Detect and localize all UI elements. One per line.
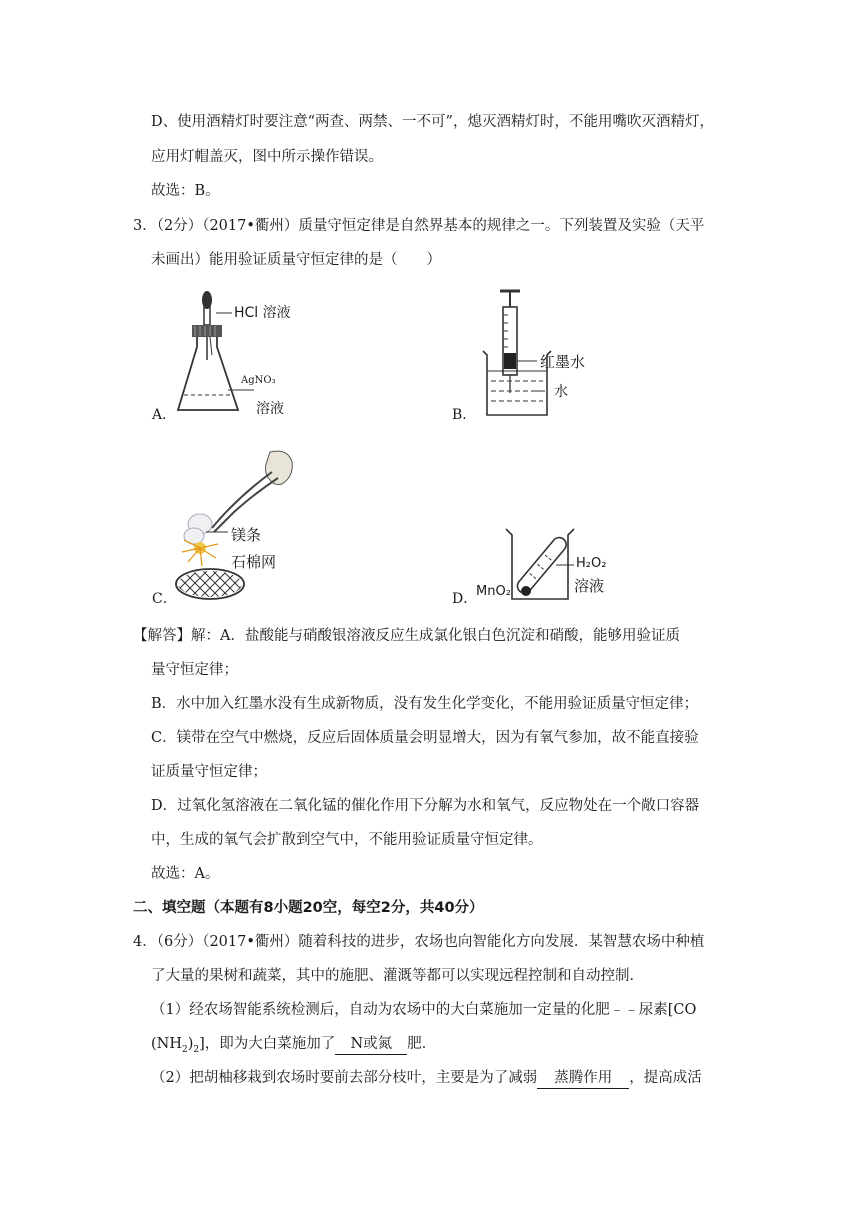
q3-a-hcl-label: HCl 溶液: [234, 305, 291, 321]
q3-analysis-d-line2: 中，生成的氧气会扩散到空气中，不能用验证质量守恒定律。: [151, 832, 543, 848]
q3-b-ink-label: 红墨水: [540, 353, 586, 371]
q3-a-solution-label: 溶液: [256, 401, 284, 417]
q3-option-c-letter: C．: [152, 591, 177, 607]
q3-c-mg-label: 镁条: [231, 526, 262, 544]
q2-answer: 故选：B。: [151, 183, 220, 199]
q3-analysis-d-line1: D．过氧化氢溶液在二氧化锰的催化作用下分解为水和氧气，反应物处在一个敞口容器: [151, 798, 700, 814]
q3-b-water-label: 水: [554, 384, 568, 400]
q3-a-agno3-label: AgNO₃: [241, 375, 276, 386]
q4-part1-text: ]，即为大白菜施加了: [199, 1036, 336, 1052]
q3-d-h2o2-label: H₂O₂: [576, 556, 607, 571]
q4-part2-text: （2）把胡柚移栽到农场时要前去部分枝叶，主要是为了减弱: [151, 1070, 538, 1086]
section-2-title: 二、填空题（本题有8小题20空，每空2分，共40分）: [133, 900, 484, 916]
q4-stem-line2: 了大量的果树和蔬菜，其中的施肥、灌溉等都可以实现远程控制和自动控制．: [151, 968, 644, 984]
q3-analysis-a-line1: 【解答】解：A．盐酸能与硝酸银溶液反应生成氯化银白色沉淀和硝酸，能够用验证质: [133, 628, 680, 644]
q4-stem-line1: 4．（6分）（2017•衢州）随着科技的进步，农场也向智能化方向发展．某智慧农场中种植: [133, 934, 705, 950]
q3-stem-line2: 未画出）能用验证质量守恒定律的是（ ）: [151, 252, 441, 268]
q3-analysis-b: B．水中加入红墨水没有生成新物质，没有发生化学变化，不能用验证质量守恒定律；: [151, 696, 699, 712]
q4-part2-end: ，提高成活: [629, 1070, 702, 1086]
q4-formula-sub-2a: 2: [182, 1044, 188, 1055]
q4-answer-blank-1: N或氮: [335, 1034, 407, 1055]
q3-answer: 故选：A。: [151, 866, 220, 882]
q4-part2-line1: [151, 1068, 702, 1089]
q3-d-solution-label: 溶液: [574, 577, 605, 595]
q3-option-b-letter: B．: [452, 407, 477, 423]
q4-answer-blank-2: 蒸腾作用: [537, 1068, 629, 1089]
q3-stem-line1: 3．（2分）（2017•衢州）质量守恒定律是自然界基本的规律之一。下列装置及实验（天平: [133, 218, 705, 234]
q3-option-a-letter: A．: [152, 407, 177, 423]
q2-option-d-line1: D、使用酒精灯时要注意“两查、两禁、一不可”，熄灭酒精灯时，不能用嘴吹灭酒精灯，: [151, 114, 714, 130]
q3-c-gauze-label: 石棉网: [231, 553, 277, 571]
q3-option-d-letter: D．: [452, 591, 478, 607]
q3-analysis-c-line1: C．镁带在空气中燃烧，反应后固体质量会明显增大，因为有氧气参加，故不能直接验: [151, 730, 699, 746]
q3-d-mno2-label: MnO₂: [476, 584, 511, 599]
q2-option-d-line2: 应用灯帽盖灭，图中所示操作错误。: [151, 149, 383, 165]
q3-analysis-a-line2: 量守恒定律；: [151, 662, 238, 678]
q4-formula-paren: ): [187, 1036, 194, 1052]
figure-d-beaker-test-tube: [500, 525, 580, 605]
q3-analysis-c-line2: 证质量守恒定律；: [151, 764, 267, 780]
q4-part1-line2: [151, 1034, 436, 1060]
q4-part1-line1: （1）经农场智能系统检测后，自动为农场中的大白菜施加一定量的化肥﹣﹣尿素[CO: [151, 1002, 697, 1018]
q4-formula-sub-2b: 2: [193, 1044, 200, 1055]
q4-part1-end: 肥．: [407, 1036, 437, 1052]
q4-formula-nh: (NH: [151, 1036, 182, 1052]
